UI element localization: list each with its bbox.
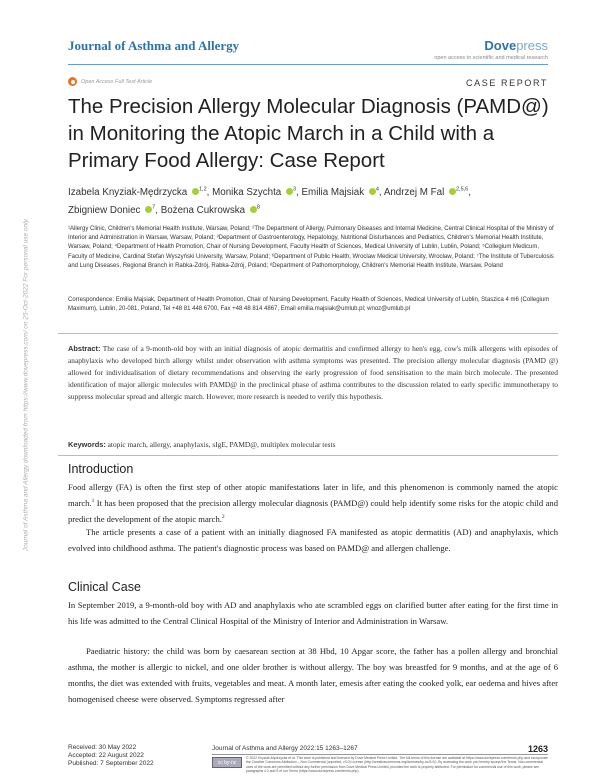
author-affiliation: 8: [256, 204, 260, 211]
author-affiliation: 7: [152, 204, 156, 211]
reference-link[interactable]: 1: [91, 498, 95, 505]
author-name[interactable]: Monika Szychta: [212, 187, 282, 198]
paragraph: Paediatric history: the child was born by caesarean section at 38 Hbd, 10 Apgar score, the father has a pollen allergy and bronchial asthma, the mother is allergic to nickel, and one older brother is without allergy. The boy was breastfed for 9 months, and at the age of 6 months, the diet was extended with fruits, vegetables and meat. A month later, emesis after eating the cooked yolk, ear oedema and hives after homogenised cheese were observed. Symptoms regressed after: [68, 646, 558, 704]
creative-commons-badge[interactable]: cc by-nc: [212, 757, 242, 768]
paragraph-text: It has been proposed that the precision allergy molecular diagnosis (PAMD@) could help identify some risks for the atopic child and predict the development of the atopic march.: [68, 498, 558, 524]
publication-dates: [68, 744, 154, 768]
accepted-date: Accepted: 22 August 2022: [68, 752, 144, 759]
author-affiliation: 4: [375, 186, 379, 193]
publisher-logo[interactable]: [484, 38, 548, 53]
section-heading-introduction: Introduction: [68, 462, 134, 476]
publisher-name-bold: Dove: [484, 38, 517, 53]
header-divider: [68, 64, 548, 65]
footer-divider: [212, 754, 548, 755]
publisher-name-light: press: [516, 38, 548, 53]
open-access-label: Open Access Full Text Article: [81, 78, 153, 85]
reference-link[interactable]: 2: [221, 514, 225, 521]
author-name[interactable]: Andrzej M Fal: [383, 187, 445, 198]
section-heading-clinical-case: Clinical Case: [68, 580, 141, 594]
license-text: © 2022 Knyziak-Mędrzycka et al. This work is published and licensed by Dove Medical Press Limited. The full terms of this license are available at https://www.dovepress.com/terms.php and incorporate the Creative Commons Attribution – Non Commercial (unported, v3.0) License (http://creativecommons.org/licenses/by-nc/3.0/). By accessing the work you hereby accept the Terms. Non-commercial uses of the work are permitted without any further permission from Dove Medical Press Limited, provided the work is properly attributed. For permission for commercial use of this work, please see paragraphs 4.2 and 5 of our Terms (https://www.dovepress.com/terms.php).: [246, 756, 548, 773]
page-number: 1263: [527, 744, 548, 754]
published-date: Published: 7 September 2022: [68, 760, 154, 767]
received-date: Received: 30 May 2022: [68, 744, 137, 751]
author-name[interactable]: Zbigniew Doniec: [68, 205, 141, 216]
abstract-text: The case of a 9-month-old boy with an initial diagnosis of atopic dermatitis and confirmed allergy to hen's egg, cow's milk allergens with episodes of anaphylaxis who developed birch allergy whilst under observation with asthma symptoms was presented. The precision allergy molecular diagnosis (PAMD @) allowed for individualisation of dietary recommendations and observing the early progression of food sensitisation to the main birch molecule. The presented identification of major allergic molecules with PAMD@ in the preclinical phase of asthma contributes to the discussion related to early specific immunotherapy to suppress molecular spread and allergic march. However, more research is needed to verify this hypothesis.: [68, 344, 558, 401]
article-type: CASE REPORT: [466, 78, 548, 88]
author-affiliation: 3: [292, 186, 297, 193]
publisher-tagline: open access to scientific and medical research: [434, 55, 548, 61]
article-title: The Precision Allergy Molecular Diagnosis (PAMD@) in Monitoring the Atopic March in a Child with a Primary Food Allergy: Case Report: [68, 95, 549, 172]
download-watermark: [16, 180, 36, 600]
abstract-top-divider: [58, 333, 558, 334]
correspondence: Correspondence: Emilia Majsiak, Department of Health Promotion, Chair of Nursing Development, Faculty Health of Sciences, Medical University of Lublin, Staszica 4 m6 (Collegium Maximum), Lublin, 20-081, Poland, Tel +48 81 448 6700, Fax +48 48 814 4867, Email emilia.majsiak@umlub.pl; wnoz@umlub.pl: [68, 297, 550, 313]
keywords-text: atopic march, allergy, anaphylaxis, sIgE, PAMD@, multiplex molecular tests: [107, 440, 336, 449]
affiliations: ¹Allergy Clinic, Children's Memorial Health Institute, Warsaw, Poland; ²The Department of Allergy, Pulmonary Diseases and Internal Medicine, Central Clinical Hospital of the Ministry of Interior and Administration in Warsaw, Warsaw, Poland; ³Department of Gastroenterology, Hepatology, Nutritional Disturbances and Pediatrics, Children's Memorial Health Institute, Warsaw, Poland; ⁴Department of Health Promotion, Chair of Nursing Development, Faculty Health of Sciences, Medical University of Lublin, Lublin, Poland; ⁵Collegium Medicum, Faculty of Medicine, Cardinal Stefan Wyszyński University, Warsaw, Poland; ⁶Department of Public Health, Wroclaw Medical University, Wrocław, Poland; ⁷The Institute of Tuberculosis and Lung Diseases, Regional Branch in Rabka-Zdrój, Rabka-Zdrój, Poland; ⁸Department of Pathomorphology, Children's Memorial Health Institute, Warsaw, Poland: [68, 226, 554, 269]
abstract: [68, 343, 558, 403]
orcid-icon[interactable]: [449, 188, 456, 195]
abstract-bottom-divider: [58, 455, 558, 456]
paragraph: The article presents a case of a patient with an initially diagnosed FA manifested as atopic dermatitis (AD) and anaphylaxis, which evolved into childhood asthma. The patient's diagnostic process was based on PAMD@ and allergen challenge.: [68, 527, 558, 553]
author-affiliation: 1,2: [198, 186, 207, 193]
orcid-icon[interactable]: [286, 188, 293, 195]
paragraph: In September 2019, a 9-month-old boy with AD and anaphylaxis who ate scrambled eggs on clarified butter after eating for the first time in his life was admitted to the Central Clinical Hospital of the Ministry of Interior and Administration in Warsaw.: [68, 600, 558, 626]
footer-citation: Journal of Asthma and Allergy 2022:15 1263–1267: [212, 745, 358, 752]
author-name[interactable]: Izabela Knyziak-Mędrzycka: [68, 187, 188, 198]
keywords-label: Keywords:: [68, 440, 106, 449]
author-list: Izabela Knyziak-Mędrzycka $^{1,2}$, Monika Szychta $^3$, Emilia Majsiak $^4$, Andrzej M Fal $^{2,5,6}$, Zbigniew Doniec $^7$, Bożena Cukrowska $^8$: [68, 186, 471, 216]
paragraph-text: Food allergy (FA) is often the first step of other atopic manifestations later in life, and this phenomenon is commonly named the atopic march.: [68, 482, 558, 508]
orcid-icon[interactable]: [369, 188, 376, 195]
author-affiliation: 2,5,6: [455, 186, 469, 193]
orcid-icon[interactable]: [192, 188, 199, 195]
author-name[interactable]: Emilia Majsiak: [301, 187, 365, 198]
abstract-label: Abstract:: [68, 344, 101, 353]
open-access-badge: [68, 77, 152, 86]
open-access-icon: [68, 77, 77, 86]
author-name[interactable]: Bożena Cukrowska: [160, 205, 246, 216]
journal-title: Journal of Asthma and Allergy: [68, 38, 240, 53]
keywords: [68, 440, 558, 449]
paragraph: [68, 479, 558, 527]
download-watermark-text: Journal of Asthma and Allergy downloaded from https://www.dovepress.com/ on 25-Oct-2022 For personal use only.: [22, 217, 30, 552]
orcid-icon[interactable]: [250, 206, 257, 213]
